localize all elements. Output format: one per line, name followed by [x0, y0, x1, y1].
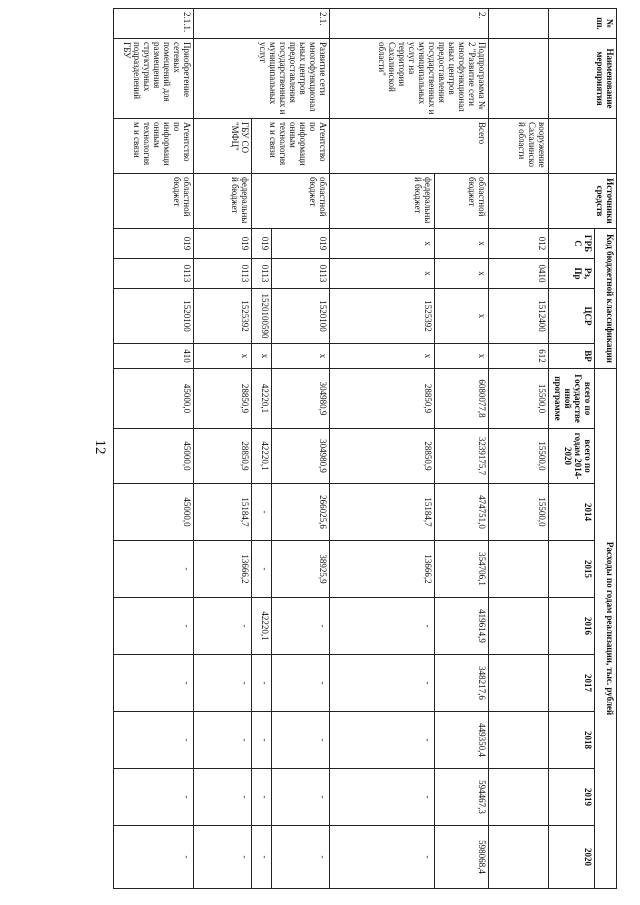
cell-executor: вооружение Сахалинской области	[489, 119, 549, 174]
cell-2020: -	[114, 826, 194, 889]
cell-total-years: 15500,0	[489, 429, 549, 484]
cell-2020: 598068,4	[435, 826, 489, 889]
table-row	[435, 9, 489, 889]
cell-2020: -	[252, 826, 272, 889]
cell-2019: -	[114, 769, 194, 826]
cell-2020: -	[194, 826, 252, 889]
cell-2020	[489, 826, 549, 889]
cell-total-years: 28850,9	[194, 429, 252, 484]
cell-executor: Агентство по информационным технологиям и связи	[252, 119, 330, 174]
cell-vr: x	[194, 344, 252, 369]
header-csr: ЦСР	[549, 289, 595, 344]
header-2018: 2018	[549, 712, 595, 769]
cell-2017	[489, 655, 549, 712]
cell-rzpr: x	[330, 259, 435, 289]
table-row	[272, 9, 330, 889]
cell-vr: x	[435, 344, 489, 369]
cell-2018: -	[272, 712, 330, 769]
cell-vr: x	[272, 344, 330, 369]
cell-2014: -	[252, 484, 272, 541]
cell-grbs: 019	[194, 229, 252, 259]
cell-2017: -	[330, 655, 435, 712]
cell-no: 2.	[330, 9, 489, 39]
cell-2015: 13666,2	[330, 541, 435, 598]
cell-2014: 266025,6	[272, 484, 330, 541]
cell-vr: 410	[114, 344, 194, 369]
budget-table	[113, 8, 617, 889]
header-2019: 2019	[549, 769, 595, 826]
header-2016: 2016	[549, 598, 595, 655]
cell-2016: 419614,9	[435, 598, 489, 655]
cell-total-years: 3239175,7	[435, 429, 489, 484]
header-total-years: всего по годам 2014-2020	[549, 429, 595, 484]
table-row	[194, 9, 252, 889]
cell-executor: Всего	[330, 119, 489, 174]
cell-grbs: 019	[252, 229, 272, 259]
header-no: № пп.	[549, 9, 617, 39]
cell-vr: x	[330, 344, 435, 369]
cell-2019: 594467,3	[435, 769, 489, 826]
rotated-table-container	[117, 8, 617, 888]
cell-total-years: 304980,9	[272, 429, 330, 484]
header-total-gp: всего по Государственной программе	[549, 369, 595, 429]
cell-2014: 15184,7	[330, 484, 435, 541]
cell-2017: -	[114, 655, 194, 712]
cell-csr: 1520100	[114, 289, 194, 344]
cell-2015: -	[252, 541, 272, 598]
cell-total: 45000,0	[114, 369, 194, 429]
cell-name: Подпрограмма № 2 "Развитие сети многофункциональных центров предоставления государственных и муниципальных услуг на территории Сахалинской области"	[330, 39, 489, 119]
cell-total: 28850,9	[330, 369, 435, 429]
cell-total: 6080077,8	[435, 369, 489, 429]
header-2015: 2015	[549, 541, 595, 598]
cell-2020: -	[272, 826, 330, 889]
cell-2017: -	[252, 655, 272, 712]
cell-total: 15500,0	[489, 369, 549, 429]
cell-executor: Агентство по информационным технологиям и связи	[114, 119, 194, 174]
cell-2019: -	[272, 769, 330, 826]
cell-2015: 38925,9	[272, 541, 330, 598]
cell-2014: 474751,0	[435, 484, 489, 541]
header-vr: ВР	[549, 344, 595, 369]
cell-grbs: 012	[489, 229, 549, 259]
header-2020: 2020	[549, 826, 595, 889]
cell-2014: 45000,0	[114, 484, 194, 541]
cell-2016: -	[272, 598, 330, 655]
cell-2019: -	[194, 769, 252, 826]
cell-2014: 15184,7	[194, 484, 252, 541]
cell-csr: 1520100590	[252, 289, 272, 344]
header-expenses: Расходы по годам реализации, тыс. рублей	[595, 369, 617, 889]
cell-vr: x	[252, 344, 272, 369]
cell-no	[489, 9, 549, 39]
cell-source	[489, 174, 549, 229]
cell-csr: 1520100	[272, 289, 330, 344]
header-2017: 2017	[549, 655, 595, 712]
cell-rzpr: 0113	[252, 259, 272, 289]
cell-2015	[489, 541, 549, 598]
cell-2018: -	[114, 712, 194, 769]
cell-2016	[489, 598, 549, 655]
cell-grbs: x	[330, 229, 435, 259]
cell-source: областной бюджет	[252, 174, 330, 229]
cell-csr: 1525392	[330, 289, 435, 344]
cell-2017: -	[194, 655, 252, 712]
page-number: 12	[92, 439, 108, 455]
cell-2016: -	[194, 598, 252, 655]
cell-2019	[489, 769, 549, 826]
cell-2016: 42220,1	[252, 598, 272, 655]
cell-csr: 1525392	[194, 289, 252, 344]
header-budget-code: Код бюджетной классификации	[595, 229, 617, 369]
cell-2018: -	[252, 712, 272, 769]
cell-2015: -	[114, 541, 194, 598]
cell-rzpr: 0113	[194, 259, 252, 289]
cell-source: федеральный бюджет	[330, 174, 435, 229]
cell-2018: -	[194, 712, 252, 769]
header-name: Наименование мероприятия	[549, 39, 617, 119]
cell-rzpr: 0410	[489, 259, 549, 289]
cell-executor: ГБУ СО "МФЦ"	[194, 119, 252, 174]
cell-total-years: 45000,0	[114, 429, 194, 484]
cell-grbs: 019	[272, 229, 330, 259]
cell-vr: 612	[489, 344, 549, 369]
table-row	[489, 9, 549, 889]
cell-2019: -	[330, 769, 435, 826]
cell-name: Развитие сети многофункциональных центров предоставления государственных и муниципальных услуг	[194, 39, 330, 119]
cell-2017: 348217,6	[435, 655, 489, 712]
cell-source: областной бюджет	[435, 174, 489, 229]
cell-no: 2.1.1.	[114, 9, 194, 39]
cell-name: Приобретение сетевых помещений для размещения структурных подразделений ГБУ	[114, 39, 194, 119]
cell-name	[489, 39, 549, 119]
cell-grbs: 019	[114, 229, 194, 259]
cell-2017: -	[272, 655, 330, 712]
cell-grbs: x	[435, 229, 489, 259]
header-source: Источники средств	[549, 174, 617, 229]
cell-rzpr: 0113	[114, 259, 194, 289]
cell-2015: 13666,2	[194, 541, 252, 598]
cell-total: 304980,9	[272, 369, 330, 429]
cell-total: 42220,1	[252, 369, 272, 429]
header-grbs: ГРБС	[549, 229, 595, 259]
header-executor-blank	[549, 119, 617, 174]
cell-rzpr: 0113	[272, 259, 330, 289]
cell-total: 28850,9	[194, 369, 252, 429]
cell-rzpr: x	[435, 259, 489, 289]
cell-csr: 1512400	[489, 289, 549, 344]
cell-2018: -	[330, 712, 435, 769]
cell-2018: 449350,4	[435, 712, 489, 769]
cell-2016: -	[330, 598, 435, 655]
header-rzpr: Рз, Пр	[549, 259, 595, 289]
cell-2018	[489, 712, 549, 769]
cell-2014: 15500,0	[489, 484, 549, 541]
cell-no: 2.1.	[194, 9, 330, 39]
cell-total-years: 42220,1	[252, 429, 272, 484]
cell-source: областной бюджет	[114, 174, 194, 229]
cell-source: федеральный бюджет	[194, 174, 252, 229]
cell-2015: 354706,1	[435, 541, 489, 598]
cell-csr: x	[435, 289, 489, 344]
cell-2016: -	[114, 598, 194, 655]
table-row	[114, 9, 194, 889]
cell-total-years: 28850,9	[330, 429, 435, 484]
cell-2020: -	[330, 826, 435, 889]
cell-2019: -	[252, 769, 272, 826]
header-2014: 2014	[549, 484, 595, 541]
